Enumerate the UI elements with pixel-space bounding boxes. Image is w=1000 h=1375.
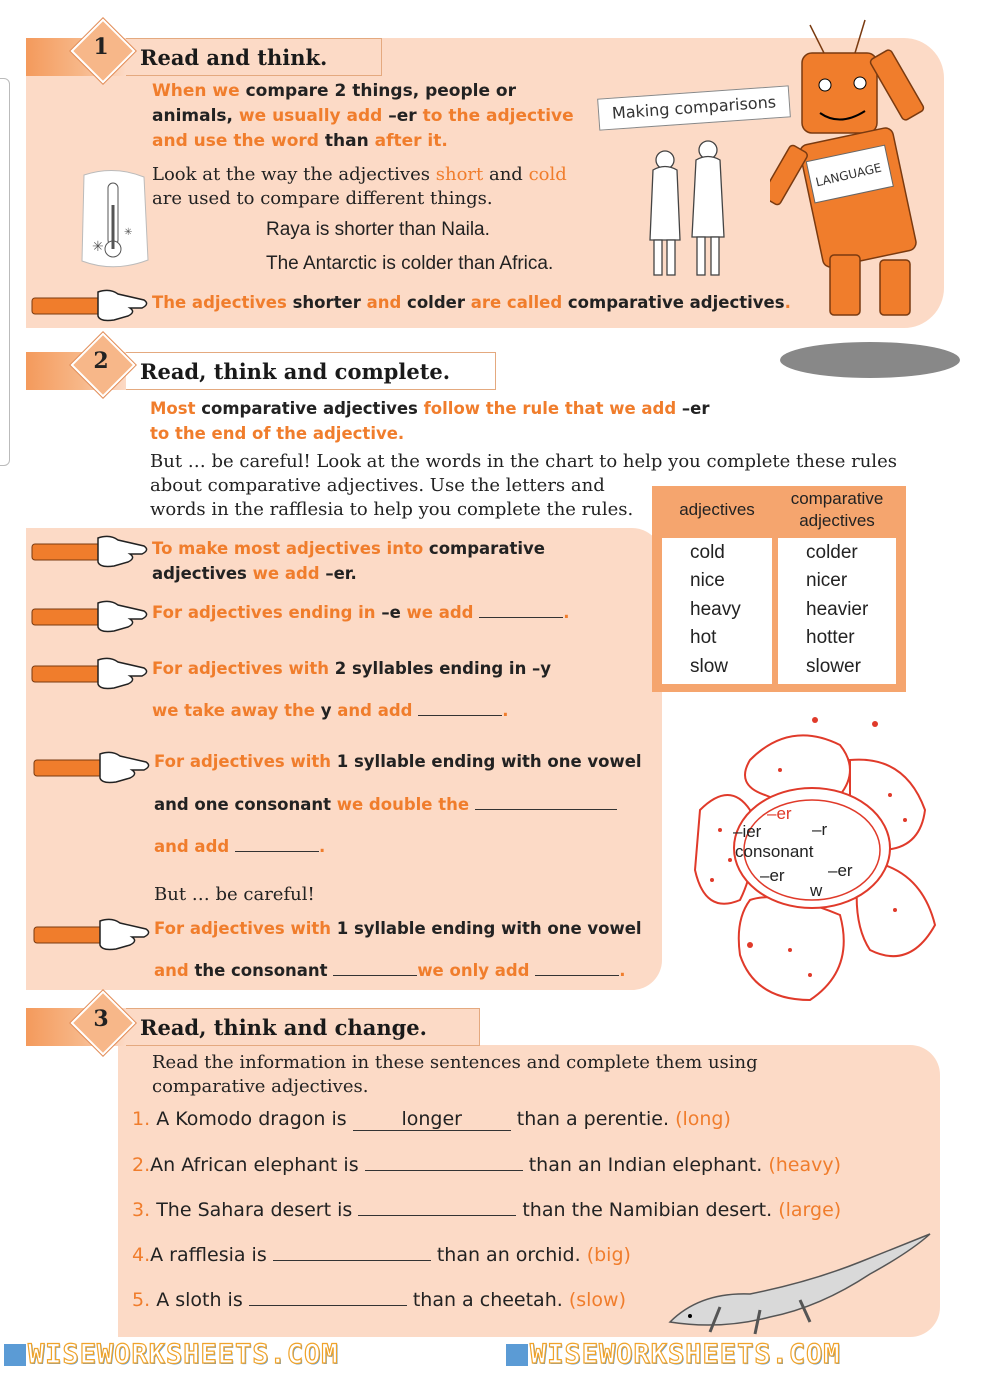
answer-blank[interactable] xyxy=(249,1305,407,1306)
watermark-text: WISEWORKSHEETS.COM xyxy=(28,1339,339,1370)
chart-cell: heavy xyxy=(690,599,741,620)
chart-header-adjectives: adjectives xyxy=(679,500,755,519)
chart-cell: cold xyxy=(690,542,725,563)
look-cold: cold xyxy=(528,164,567,185)
rule-text: to the adjective xyxy=(422,106,574,126)
rule-3-line-1 xyxy=(152,658,632,680)
rule-5-line-2 xyxy=(154,960,654,982)
rule-text: compare 2 things, people or xyxy=(245,81,516,101)
summary-text: comparative adjectives xyxy=(567,293,785,312)
sentence-after: than the Namibian desert. xyxy=(522,1199,773,1221)
summary-text: and xyxy=(366,293,402,312)
chart-cell: heavier xyxy=(806,599,869,620)
rule-text: 2 syllables ending in –y xyxy=(334,659,552,678)
pointing-hand-icon xyxy=(32,748,152,788)
chart-cell: nicer xyxy=(806,570,848,591)
most-text: –er xyxy=(681,399,710,418)
rule-text: adjectives xyxy=(152,564,247,583)
chart-cell: hot xyxy=(690,627,717,648)
section2-title: Read, think and complete. xyxy=(126,352,496,390)
rafflesia-consonant: consonant xyxy=(735,842,814,861)
summary-text: are called xyxy=(470,293,563,312)
sentence-before: A Komodo dragon is xyxy=(156,1108,347,1130)
rule-text: we add xyxy=(252,564,320,583)
chart-header-line: adjectives xyxy=(799,511,875,530)
rule-text: we add xyxy=(406,603,474,622)
intro-line-1: Read the information in these sentences and complete them using xyxy=(152,1052,758,1073)
girls-illustration xyxy=(640,135,740,285)
sentence-hint: (long) xyxy=(675,1108,731,1130)
look-text xyxy=(152,163,602,211)
section1-title: Read and think. xyxy=(126,38,382,76)
answer-blank[interactable] xyxy=(475,809,617,810)
summary-text: The adjectives xyxy=(152,293,287,312)
rule-3-line-2 xyxy=(152,700,632,722)
look-text-2: are used to compare different things. xyxy=(152,188,493,209)
answer-blank[interactable] xyxy=(479,617,563,618)
rule-text: and add xyxy=(337,701,413,720)
rule-4-line-3 xyxy=(154,836,654,858)
example-sentence-2: The Antarctic is colder than Africa. xyxy=(266,253,554,274)
rafflesia-r: –r xyxy=(812,820,828,839)
look-text-1: Look at the way the adjectives xyxy=(152,164,430,185)
section1-rule xyxy=(152,79,592,154)
answer-blank[interactable] xyxy=(365,1170,523,1171)
rule-text: than xyxy=(324,131,369,151)
rule-text: the consonant xyxy=(194,961,328,980)
rule-text: animals, xyxy=(152,106,233,126)
sentence-number: 1. xyxy=(132,1108,151,1130)
rule-text: For adjectives with xyxy=(152,659,329,678)
rule-text: and add xyxy=(154,837,230,856)
rule-text: . xyxy=(318,837,326,856)
summary-text: . xyxy=(784,293,791,312)
sentence-4 xyxy=(132,1244,631,1266)
look-short: short xyxy=(435,164,484,185)
most-text: to the end of the adjective. xyxy=(150,424,405,443)
rafflesia-w: w xyxy=(810,881,823,900)
rule-text: comparative xyxy=(428,539,545,558)
chart-left-column xyxy=(662,538,772,684)
sentence-number: 3. xyxy=(132,1199,151,1221)
sentence-before: The Sahara desert is xyxy=(156,1199,353,1221)
section2-number: 2 xyxy=(93,348,109,374)
section2-most xyxy=(150,396,750,446)
sentence-1 xyxy=(132,1108,731,1131)
comparison-chart xyxy=(652,486,906,692)
chart-header-comparative xyxy=(777,488,897,532)
rule-text: we usually add xyxy=(238,106,383,126)
rafflesia-ier: –ier xyxy=(733,822,762,841)
sentence-after: than an orchid. xyxy=(436,1244,581,1266)
rule-text: For adjectives with xyxy=(154,752,331,771)
watermark-logo-icon xyxy=(4,1344,26,1366)
chart-cell: slower xyxy=(806,656,861,677)
sentence-hint: (heavy) xyxy=(768,1154,842,1176)
pointing-hand-icon xyxy=(32,915,152,955)
most-text: comparative adjectives xyxy=(201,399,418,418)
sentence-5 xyxy=(132,1289,626,1311)
sentence-hint: (large) xyxy=(778,1199,842,1221)
svg-text:✳: ✳ xyxy=(92,239,104,255)
rule-text: –er. xyxy=(325,564,357,583)
answer-blank[interactable] xyxy=(235,851,319,852)
rule-text: . xyxy=(563,603,570,622)
sentence-after: than a cheetah. xyxy=(412,1289,563,1311)
sentence-number: 4. xyxy=(132,1244,151,1266)
careful-line-3: words in the rafflesia to help you complete the rules. xyxy=(150,499,634,520)
rule-text: . xyxy=(502,701,509,720)
rule-text: and use the word xyxy=(152,131,319,151)
svg-text:✳: ✳ xyxy=(124,227,133,238)
rule-text: 1 syllable ending with one vowel xyxy=(336,752,642,771)
sentence-number: 2. xyxy=(132,1154,151,1176)
page-side-tab xyxy=(0,78,10,466)
section3-intro xyxy=(152,1051,758,1099)
sentence-number: 5. xyxy=(132,1289,151,1311)
thermometer-illustration xyxy=(74,165,154,275)
answer-blank[interactable] xyxy=(535,975,619,976)
sentence-3 xyxy=(132,1199,841,1221)
answer-blank[interactable] xyxy=(333,975,417,976)
rule-text: . xyxy=(619,961,626,980)
watermark-logo-icon xyxy=(506,1344,528,1366)
sentence-before: An African elephant is xyxy=(150,1154,359,1176)
chart-cell: hotter xyxy=(806,627,855,648)
intro-line-2: comparative adjectives. xyxy=(152,1076,369,1097)
chart-header-line: comparative xyxy=(790,489,884,508)
komodo-dragon-illustration xyxy=(660,1222,940,1340)
section1-number: 1 xyxy=(93,34,109,60)
rafflesia-illustration xyxy=(690,700,940,1010)
sentence-before: A sloth is xyxy=(156,1289,243,1311)
chart-cell: nice xyxy=(690,570,725,591)
rule-4-line-2 xyxy=(154,794,654,816)
example-sentence-1: Raya is shorter than Naila. xyxy=(266,219,490,240)
rule-text: When we xyxy=(152,81,240,101)
rafflesia-er-left: –er xyxy=(760,866,785,885)
rule-text: we double the xyxy=(336,795,470,814)
section1-summary xyxy=(152,292,852,314)
rule-text: To make most adjectives into xyxy=(152,539,424,558)
sentence-hint: (slow) xyxy=(568,1289,627,1311)
rule-text: after it. xyxy=(374,131,448,151)
pointing-hand-icon xyxy=(30,532,150,572)
rule-1 xyxy=(152,536,622,586)
robot-label: LANGUAGE xyxy=(814,160,883,190)
rule-text: and xyxy=(154,961,189,980)
rule-text: and one consonant xyxy=(154,795,331,814)
look-and: and xyxy=(488,164,523,185)
section3-number: 3 xyxy=(93,1006,109,1032)
rule-2 xyxy=(152,602,632,624)
most-text: Most xyxy=(150,399,196,418)
answer-text: longer xyxy=(401,1108,462,1130)
chart-right-column xyxy=(778,538,896,684)
robot-illustration xyxy=(770,5,970,385)
pointing-hand-icon xyxy=(30,597,150,637)
sentence-before: A rafflesia is xyxy=(150,1244,267,1266)
sentence-2 xyxy=(132,1154,841,1176)
sentence-after: than an Indian elephant. xyxy=(528,1154,763,1176)
section3-title: Read, think and change. xyxy=(126,1008,480,1046)
answer-blank[interactable] xyxy=(353,1108,511,1131)
summary-text: shorter xyxy=(292,293,361,312)
answer-blank[interactable] xyxy=(358,1215,516,1216)
rule-text: –er xyxy=(388,106,417,126)
rule-5-line-1 xyxy=(154,918,654,940)
rafflesia-er-top: –er xyxy=(767,804,792,823)
rafflesia-er-right: –er xyxy=(828,861,853,880)
but-careful-text: But … be careful! xyxy=(154,884,315,905)
robot-sign: Making comparisons xyxy=(597,85,791,130)
rule-text: –e xyxy=(381,603,401,622)
pointing-hand-icon xyxy=(30,286,150,326)
rule-text: For adjectives with xyxy=(154,919,331,938)
rule-text: y xyxy=(320,701,332,720)
most-text: follow the rule that we add xyxy=(423,399,677,418)
answer-blank[interactable] xyxy=(273,1260,431,1261)
careful-line-1: But … be careful! Look at the words in the chart to help you complete these rules xyxy=(150,451,897,472)
chart-cell: colder xyxy=(806,542,858,563)
sentence-after: than a perentie. xyxy=(516,1108,670,1130)
watermark-text: WISEWORKSHEETS.COM xyxy=(530,1339,841,1370)
summary-text: colder xyxy=(407,293,465,312)
pointing-hand-icon xyxy=(30,654,150,694)
rule-text: For adjectives ending in xyxy=(152,603,376,622)
rule-text: 1 syllable ending with one vowel xyxy=(336,919,642,938)
chart-cell: slow xyxy=(690,656,729,677)
careful-line-2: about comparative adjectives. Use the letters and xyxy=(150,475,605,496)
rule-4-line-1 xyxy=(154,751,654,773)
answer-blank[interactable] xyxy=(418,715,502,716)
rule-text: we take away the xyxy=(152,701,315,720)
sentence-hint: (big) xyxy=(586,1244,631,1266)
rule-text: we only add xyxy=(417,961,530,980)
